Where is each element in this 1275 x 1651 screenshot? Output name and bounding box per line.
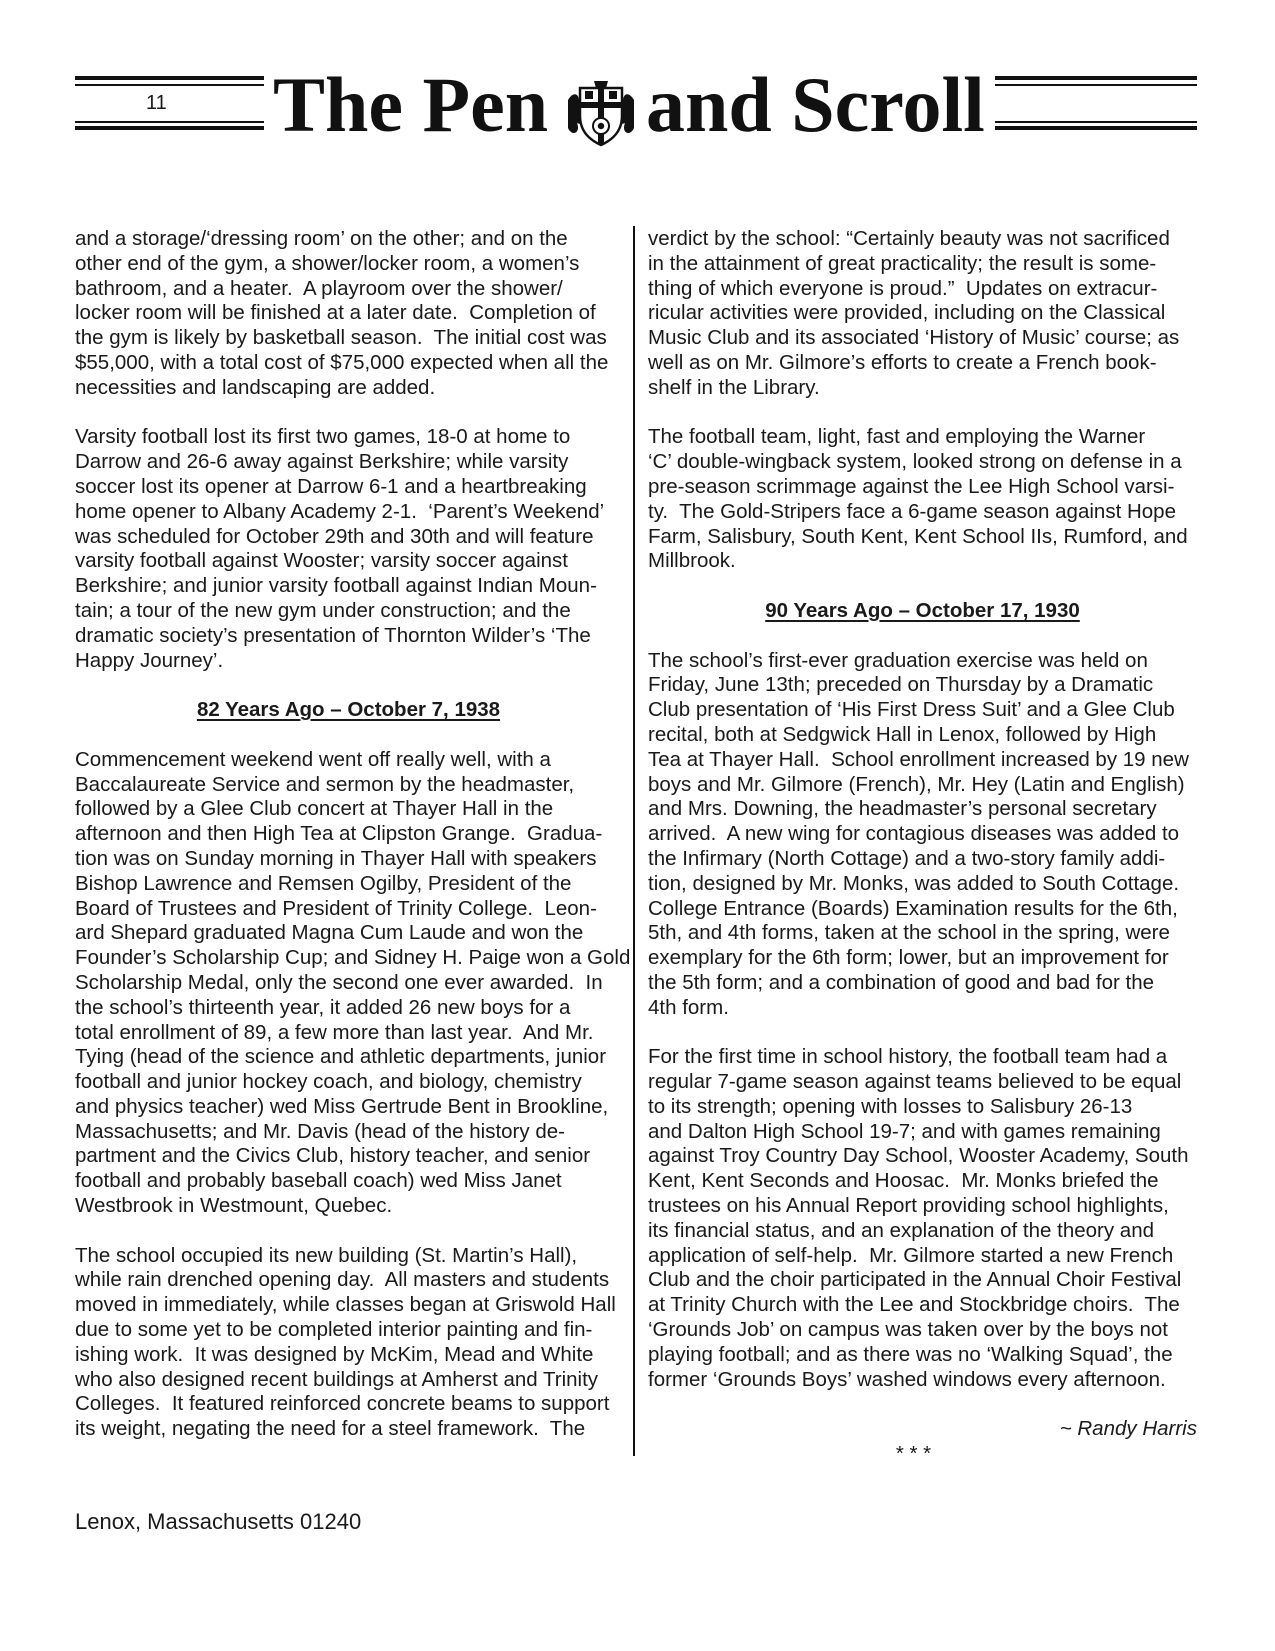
column-divider <box>633 226 635 1456</box>
page-number: 11 <box>146 92 167 114</box>
section-heading: 82 Years Ago – October 7, 1938 <box>196 698 501 722</box>
left-column <box>75 227 631 1467</box>
masthead-rule-left <box>75 76 264 132</box>
paragraph: The school occupied its new building (St. Martin’s Hall), while rain drenched opening day. All masters and students moved in immediately, while classes began at Griswold Hall due to some yet to be completed interior painting and fin- ishing work. It was designed by McKim, Mead and White who also designed recent buildings at Amherst and Trinity Colleges. It featured reinforced concrete beams to support its weight, negating the need for a steel framework. The <box>75 1243 616 1441</box>
right-column <box>648 227 1197 1467</box>
footer-address: Lenox, Massachusetts 01240 <box>75 1509 362 1534</box>
paragraph: Varsity football lost its first two games, 18-0 at home to Darrow and 26-6 away against Berkshire; while varsity soccer lost its opener at Darrow 6-1 and a heartbreaking home opener to Albany Academy 2-1. ‘Parent’s Weekend’ was scheduled for October 29th and 30th and will feature varsity football against Wooster; varsity soccer against Berkshire; and junior varsity football against Indian Moun- tain; a tour of the new gym under construction; and the dramatic society’s presentation of Thornton Wilder’s ‘The Happy Journey’. <box>75 425 605 672</box>
masthead-title-left: The Pen <box>273 61 549 148</box>
paragraph: The school’s first-ever graduation exercise was held on Friday, June 13th; preceded on Thursday by a Dramatic Club presentation of ‘His First Dress Suit’ and a Glee Club recital, both at Sedgwick Hall in Lenox, followed by High Tea at Thayer Hall. School enrollment increased by 19 new boys and Mr. Gilmore (French), Mr. Hey (Latin and English) and Mrs. Downing, the headmaster’s personal secretary arrived. A new wing for contagious diseases was added to the Infirmary (North Cottage) and a two-story family addi- tion, designed by Mr. Monks, was added to South Cottage. College Entrance (Boards) Examination results for the 6th, 5th, and 4th forms, taken at the school in the spring, were exemplary for the 6th form; lower, but an improvement for the 5th form; and a combination of good and bad for the 4th form. <box>648 648 1189 1019</box>
paragraph: For the first time in school history, the football team had a regular 7-game season against teams believed to be equal to its strength; opening with losses to Salisbury 26-13 and Dalton High School 19-7; and with games remaining against Troy Country Day School, Wooster Academy, South Kent, Kent Seconds and Hoosac. Mr. Monks briefed the trustees on his Annual Report providing school highlights, its financial status, and an explanation of the theory and application of self-help. Mr. Gilmore started a new French Club and the choir participated in the Annual Choir Festival at Trinity Church with the Lee and Stockbridge choirs. The ‘Grounds Job’ on campus was taken over by the boys not playing football; and as there was no ‘Walking Squad’, the former ‘Grounds Boys’ washed windows every afternoon. <box>648 1045 1189 1391</box>
byline: ~ Randy Harris <box>1059 1417 1197 1441</box>
masthead-title-right: and Scroll <box>646 61 985 148</box>
section-separator: * * * <box>895 1442 932 1466</box>
paragraph: verdict by the school: “Certainly beauty was not sacrificed in the attainment of great practicality; the result is some- thing of which everyone is proud.” Updates on extracur- ricular activities were provided, including on the Classical Music Club and its associated ‘History of Music’ course; as well as on Mr. Gilmore’s efforts to create a French book- shelf in the Library. <box>648 227 1180 399</box>
section-heading: 90 Years Ago – October 17, 1930 <box>765 598 1080 622</box>
paragraph: and a storage/‘dressing room’ on the other; and on the other end of the gym, a shower/locker room, a women’s bathroom, and a heater. A playroom over the shower/ locker room will be finished at a later date. Completion of the gym is likely by basketball season. The initial cost was $55,000, with a total cost of $75,000 expected when all the necessities and landscaping are added. <box>75 227 609 399</box>
masthead-rule-right <box>995 76 1197 132</box>
paragraph: The football team, light, fast and employing the Warner ‘C’ double-wingback system, looked strong on defense in a pre-season scrimmage against the Lee High School varsi- ty. The Gold-Stripers face a 6-game season against Hope Farm, Salisbury, South Kent, Kent School IIs, Rumford, and Millbrook. <box>648 425 1188 573</box>
crest-icon <box>566 80 636 148</box>
paragraph: Commencement weekend went off really well, with a Baccalaureate Service and sermon by the headmaster, followed by a Glee Club concert at Thayer Hall in the afternoon and then High Tea at Clipston Grange. Gradua- tion was on Sunday morning in Thayer Hall with speakers Bishop Lawrence and Remsen Ogilby, President of the Board of Trustees and President of Trinity College. Leon- ard Shepard graduated Magna Cum Laude and won the Founder’s Scholarship Cup; and Sidney H. Paige won a Gold Scholarship Medal, only the second one ever awarded. In the school’s thirteenth year, it added 26 new boys for a total enrollment of 89, a few more than last year. And Mr. Tying (head of the science and athletic departments, junior football and junior hockey coach, and biology, chemistry and physics teacher) wed Miss Gertrude Bent in Brookline, Massachusetts; and Mr. Davis (head of the history de- partment and the Civics Club, history teacher, and senior football and probably baseball coach) wed Miss Janet Westbrook in Westmount, Quebec. <box>75 747 631 1218</box>
